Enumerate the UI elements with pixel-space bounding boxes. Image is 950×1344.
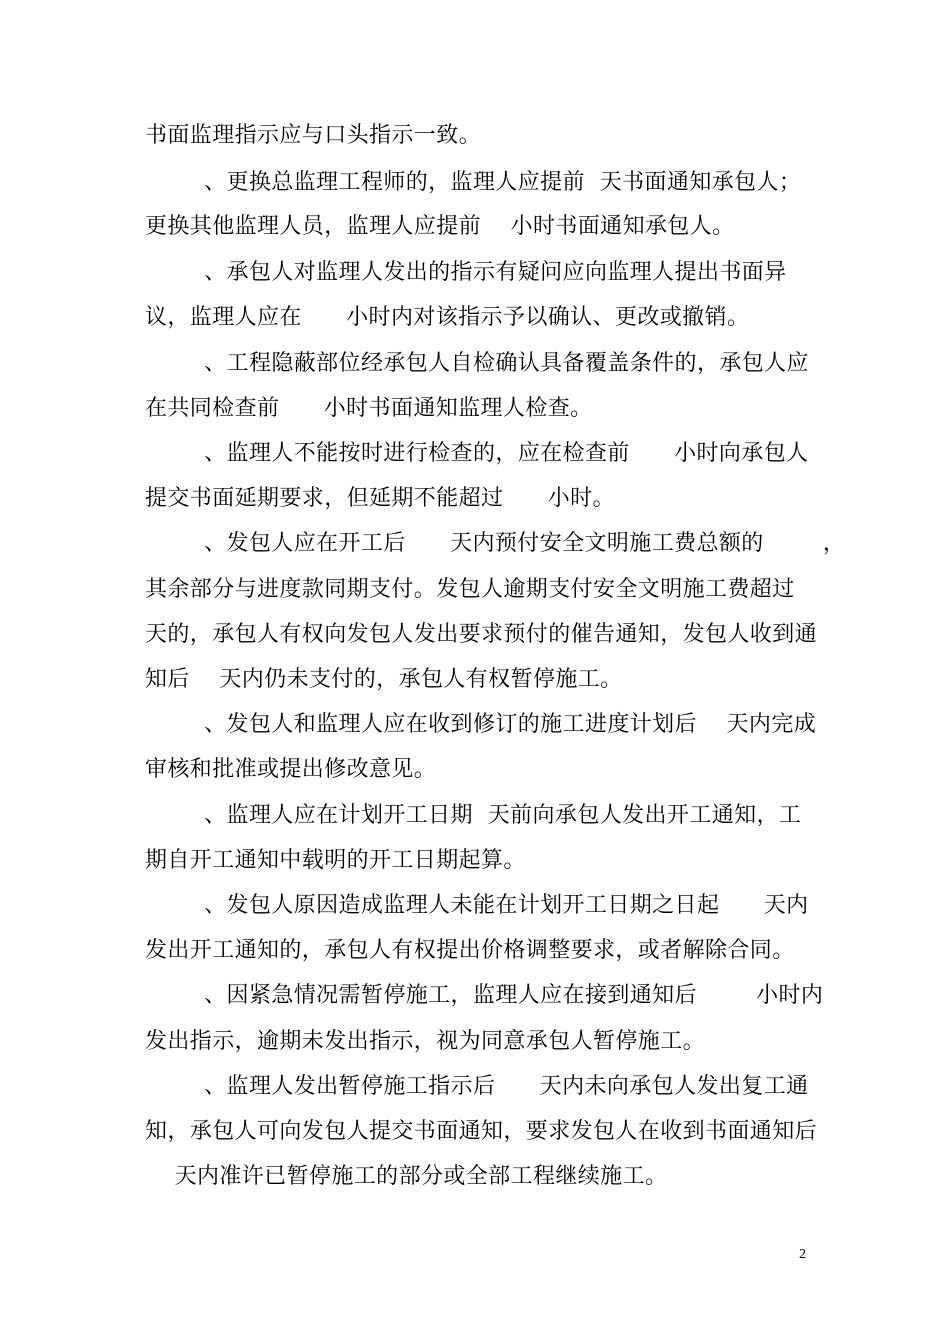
text-line: 、更换总监理工程师的，监理人应提前 天书面通知承包人； [145, 170, 802, 195]
text-line: 、监理人不能按时进行检查的，应在检查前 小时向承包人 [145, 441, 809, 466]
text-line: 书面监理指示应与口头指示一致。 [145, 123, 482, 148]
text-line: 期自开工通知中载明的开工日期起算。 [145, 848, 526, 873]
text-line: 知后 天内仍未支付的，承包人有权暂停施工。 [145, 667, 623, 692]
text-line: 发出指示，逾期未发出指示，视为同意承包人暂停施工。 [145, 1029, 706, 1054]
text-line: 提交书面延期要求，但延期不能超过 小时。 [145, 486, 615, 511]
text-line: 、发包人应在开工后 天内预付安全文明施工费总额的 ， [145, 531, 846, 556]
text-line: 发出开工通知的，承包人有权提出价格调整要求，或者解除合同。 [145, 938, 795, 963]
text-line: 、监理人发出暂停施工指示后 天内未向承包人发出复工通 [145, 1074, 809, 1099]
text-line: 、发包人和监理人应在收到修订的施工进度计划后 天内完成 [145, 712, 817, 737]
text-line: 议，监理人应在 小时内对该指示予以确认、更改或撤销。 [145, 305, 750, 330]
text-line: 天的，承包人有权向发包人发出要求预付的催告通知，发包人收到通 [145, 622, 818, 647]
text-line: 、发包人原因造成监理人未能在计划开工日期之日起 天内 [145, 893, 809, 918]
page-number: 2 [799, 1247, 806, 1262]
text-line: 在共同检查前 小时书面通知监理人检查。 [145, 396, 593, 421]
text-line: 、承包人对监理人发出的指示有疑问应向监理人提出书面异 [145, 260, 787, 285]
text-line: 更换其他监理人员，监理人应提前 小时书面通知承包人。 [145, 214, 735, 239]
text-line: 、监理人应在计划开工日期 天前向承包人发出开工通知，工 [145, 803, 802, 828]
text-line: 、工程隐蔽部位经承包人自检确认具备覆盖条件的，承包人应 [145, 351, 809, 376]
text-line: 知，承包人可向发包人提交书面通知，要求发包人在收到书面通知后 [145, 1119, 818, 1144]
text-line: 天内准许已暂停施工的部分或全部工程继续施工。 [145, 1164, 668, 1189]
text-line: 审核和批准或提出修改意见。 [145, 757, 437, 782]
text-line: 其余部分与进度款同期支付。发包人逾期支付安全文明施工费超过 [145, 577, 795, 602]
text-line: 、因紧急情况需暂停施工，监理人应在接到通知后 小时内 [145, 983, 824, 1008]
